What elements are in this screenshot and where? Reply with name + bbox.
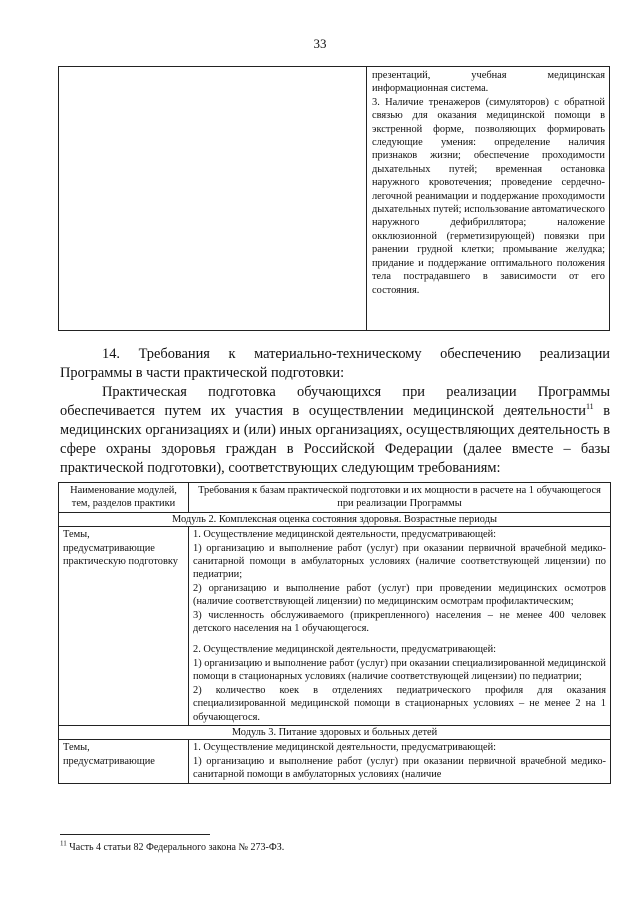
header-cell: Требования к базам практической подготовки и их мощности в расчете на 1 обучающегося при реализации Программы (189, 483, 611, 513)
requirement-text: 1) организацию и выполнение работ (услуг) при оказании первичной врачебной медико-санитарной помощи в амбулаторных условиях (наличие (193, 755, 606, 781)
section-heading: 14. Требования к материально-техническому обеспечению реализации Программы в части практической подготовки: (60, 346, 610, 381)
requirement-text: 2. Осуществление медицинской деятельности, предусматривающей: (193, 644, 497, 656)
paragraph-text: в медицинских организациях и (или) иных организациях, осуществляющих деятельность в сфере охраны здоровья граждан в Российской Федерации (далее вместе – базы практической подготовки), соответствующих следующим требованиям: (60, 403, 610, 476)
module-title-row (59, 512, 611, 526)
table-cell-text: 3. Наличие тренажеров (симуляторов) с обратной связью для оказания медицинской помощи в экстренной форме, позволяющих формировать следующие умения: определение наличия признаков жизни; обеспечение проходимости дыхательных путей; временная остановка наружного кровотечения; проведение сердечно-легочной реанимации и поддержание проходимости дыхательных путей; использование автоматического наружного дефибриллятора; наложение окклюзионной (герметизирующей) повязки при ранении грудной клетки; промывание желудка; придание и поддержание оптимального положения тела пострадавшего в зависимости от его состояния. (372, 96, 605, 296)
requirement-text: 2) количество коек в отделениях педиатрического профиля для оказания специализированной медицинской помощи в стационарных условиях – не менее 2 на 1 обучающегося. (193, 684, 606, 723)
footnote-text: Часть 4 статьи 82 Федерального закона № 273-ФЗ. (66, 842, 285, 853)
theme-cell: Темы, предусматривающие практическую подготовку (59, 527, 189, 726)
module-title-row (59, 725, 611, 739)
module-title: Модуль 3. Питание здоровых и больных детей (59, 725, 611, 739)
table-cell-text: презентаций, учебная медицинская информационная система. (372, 70, 605, 95)
module-title: Модуль 2. Комплексная оценка состояния здоровья. Возрастные периоды (59, 512, 611, 526)
table-divider (366, 67, 367, 330)
requirement-text: 1. Осуществление медицинской деятельности, предусматривающей: (193, 742, 497, 754)
continued-table (58, 66, 610, 331)
requirement-text: 1. Осуществление медицинской деятельности, предусматривающей: (193, 529, 497, 541)
footnote-separator (60, 834, 210, 835)
requirements-cell (189, 740, 611, 783)
table-row (59, 740, 611, 783)
footnote-mark: 11 (60, 839, 67, 848)
paragraph-text: Практическая подготовка обучающихся при реализации Программы обеспечивается путем их участия в осуществлении медицинской деятельности (60, 384, 610, 419)
continued-table-right-cell (372, 69, 605, 297)
section-paragraph (60, 383, 610, 478)
requirement-text: 3) численность обслуживаемого (прикрепленного) населения – не менее 400 человек детского населения на 1 обучающегося. (193, 609, 606, 635)
footnote-reference: 11 (585, 402, 594, 412)
requirement-text: 1) организацию и выполнение работ (услуг) при оказании специализированной медицинской помощи в стационарных условиях (наличие соответствующей лицензии) по педиатрии; (193, 657, 606, 683)
theme-cell: Темы, предусматривающие (59, 740, 189, 783)
footnote (60, 839, 285, 853)
table-header-row (59, 483, 611, 513)
requirement-text: 2) организацию и выполнение работ (услуг) при проведении медицинских осмотров (наличие соответствующей лицензии) по медицинским осмотрам профилактическим; (193, 582, 606, 608)
page-number: 33 (313, 36, 327, 51)
requirements-cell (189, 527, 611, 726)
header-cell: Наименование модулей, тем, разделов практики (59, 483, 189, 513)
requirement-text: 1) организацию и выполнение работ (услуг) при оказании первичной врачебной медико-санитарной помощи в амбулаторных условиях (наличие соответствующей лицензии) по педиатрии; (193, 542, 606, 581)
table-row (59, 527, 611, 726)
requirements-table (58, 482, 611, 784)
